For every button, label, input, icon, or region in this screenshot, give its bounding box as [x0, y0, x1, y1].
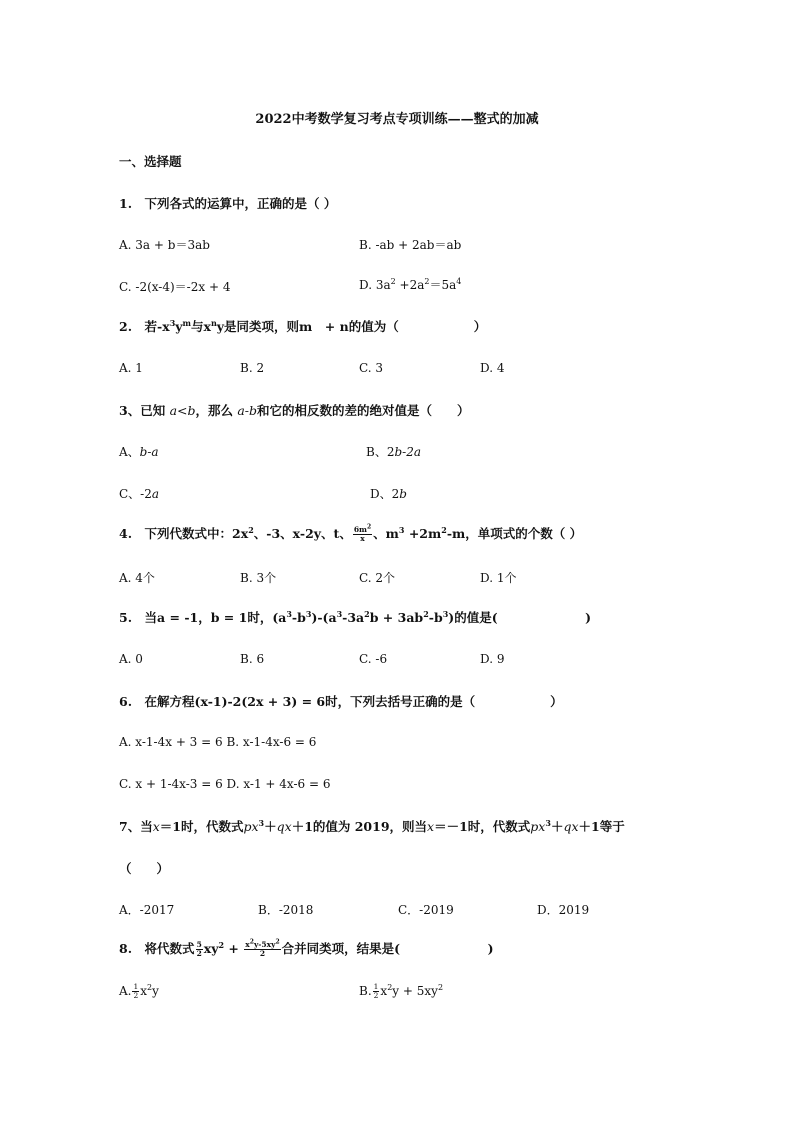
q2-option-b: B. 2	[240, 361, 265, 375]
q3-option-a: A、b-a	[119, 445, 159, 459]
question-6: 6. 在解方程(x-1)-2(2x + 3) = 6时，下列去括号正确的是（ ）	[119, 694, 563, 709]
q8-option-b: B. $\frac{1}{2}$ $x^2y + 5xy^2$	[359, 982, 444, 1000]
page-title: 2022中考数学复习考点专项训练——整式的加减	[255, 112, 539, 127]
q7-option-d: D．2019	[537, 903, 590, 917]
q7-option-c: C．-2019	[398, 903, 454, 917]
q5-option-d: D. 9	[480, 652, 505, 666]
q1-option-b: B. -ab + 2ab＝ab	[359, 238, 462, 252]
question-8: 8. 将代数式 $\frac{5}{2}$ $xy^2$ + $\frac{x^2y-5xy^2}{2}$ 合并同类项，结果是( )	[119, 938, 494, 958]
q1-option-c: C. -2(x-4)＝-2x + 4	[119, 280, 231, 294]
fraction: $\frac{x^2y-5xy^2}{2}$	[245, 938, 280, 958]
q5-option-a: A. 0	[119, 652, 143, 666]
q5-option-b: B. 6	[240, 652, 265, 666]
question-4: 4. 下列代数式中：$2x^2$、-3、x-2y、t、 $\frac{6m^2}{x}$ 、$m^3 +2m^2-m$，单项式的个数（ ）	[119, 523, 583, 543]
q7-option-b: B．-2018	[258, 903, 314, 917]
q5-option-c: C. -6	[359, 652, 388, 666]
fraction: $\frac{5}{2}$	[196, 940, 202, 958]
q1-option-a: A. 3a + b＝3ab	[119, 238, 210, 252]
q8-option-a: A. $\frac{1}{2}$ $x^2y$	[119, 982, 159, 1000]
q3-option-b: B、2b-2a	[366, 445, 421, 459]
question-3: 3、已知 a<b，那么 a-b和它的相反数的差的绝对值是（ ）	[119, 403, 470, 418]
q7-option-a: A．-2017	[119, 903, 175, 917]
q6-options-ab: A. x-1-4x + 3 = 6 B. x-1-4x-6 = 6	[119, 735, 317, 749]
question-1: 1. 下列各式的运算中，正确的是（ ）	[119, 196, 337, 211]
q3-option-d: D、2b	[370, 487, 407, 501]
q4-option-b: B. 3个	[240, 571, 277, 585]
q4-option-c: C. 2个	[359, 571, 396, 585]
q4-option-a: A. 4个	[119, 571, 155, 585]
fraction: $\frac{6m^2}{x}$	[353, 523, 372, 543]
fraction: $\frac{1}{2}$	[133, 982, 139, 1000]
q1-option-d: D. $3a^2 +2a^2=5a^4$	[359, 277, 462, 292]
question-5: 5. 当a = -1，b = 1时，$(a^3-b^3)-(a^3-3a^2b + 3ab^2-b^3)$的值是( )	[119, 608, 592, 625]
fraction: $\frac{1}{2}$	[373, 982, 379, 1000]
section-heading: 一、选择题	[119, 154, 182, 169]
q2-option-a: A. 1	[119, 361, 143, 375]
q2-option-d: D. 4	[480, 361, 505, 375]
q2-option-c: C. 3	[359, 361, 384, 375]
q3-option-c: C、-2a	[119, 487, 160, 501]
q7-answer-paren: （ ）	[119, 861, 170, 876]
question-2: 2. 若$-x^3y^m$与$x^ny$是同类项，则m + n的值为（ ）	[119, 317, 487, 334]
question-7: 7、当x＝1时，代数式$px^3+qx+1$的值为 2019，则当x＝－1时，代数式$px^3+qx+1$等于	[119, 817, 625, 834]
q4-option-d: D. 1个	[480, 571, 517, 585]
q6-options-cd: C. x + 1-4x-3 = 6 D. x-1 + 4x-6 = 6	[119, 777, 331, 791]
